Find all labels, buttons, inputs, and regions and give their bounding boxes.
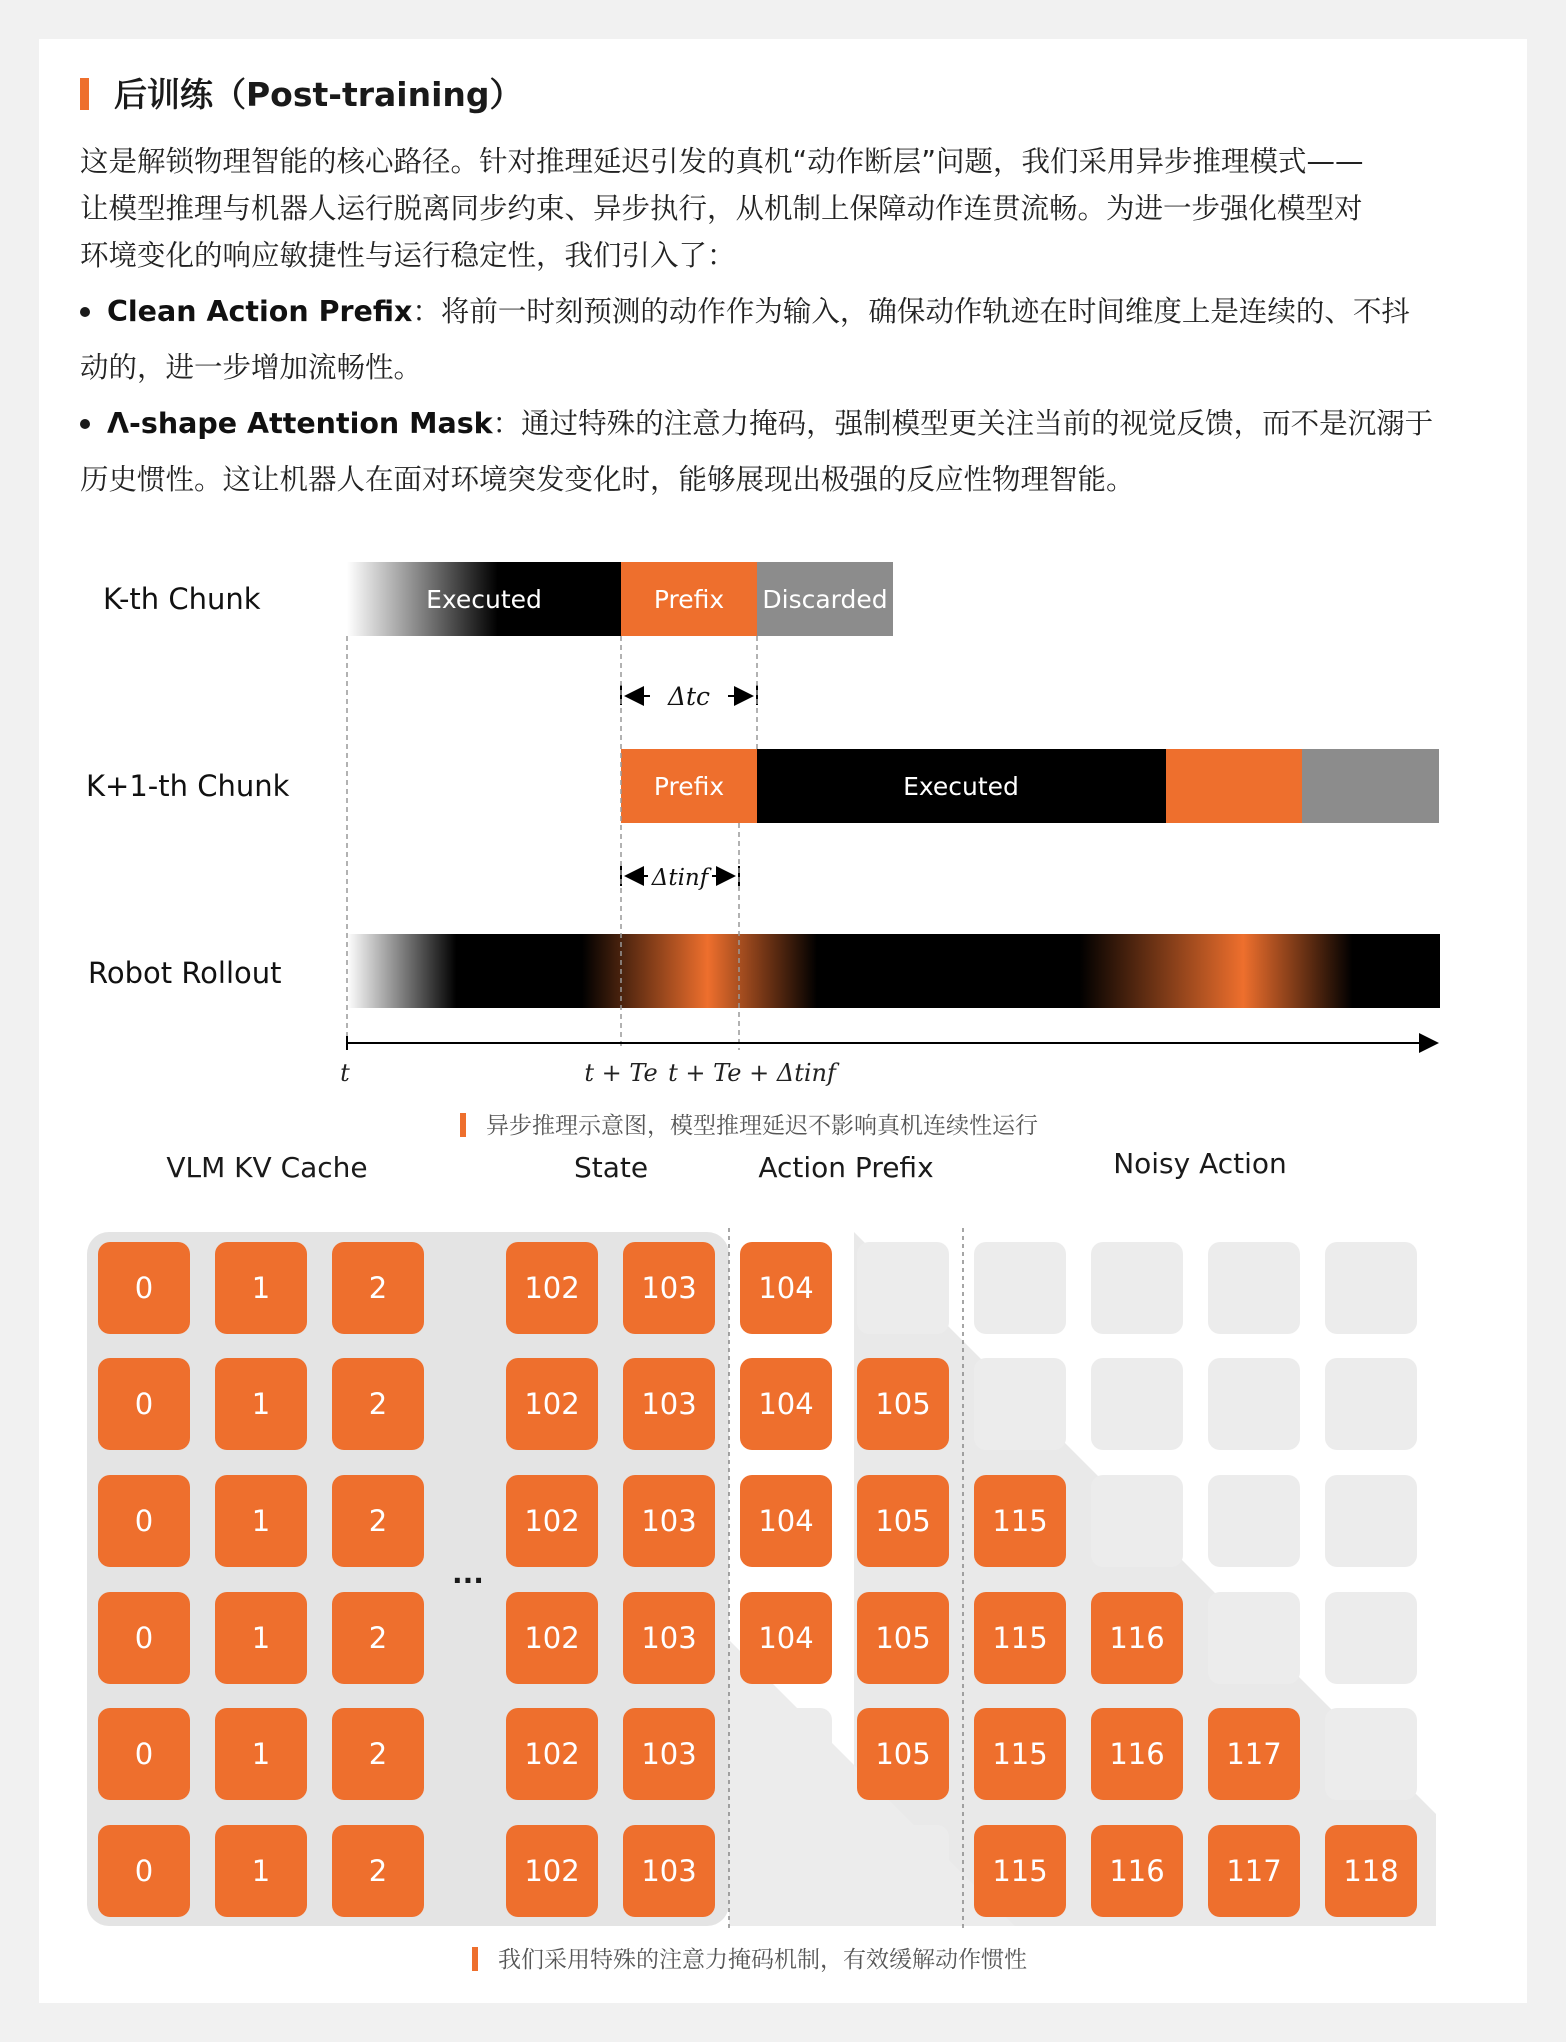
async-caption-text: 异步推理示意图，模型推理延迟不影响真机连续性运行: [486, 1113, 1038, 1139]
mask-cell: 105: [857, 1708, 949, 1800]
mask-cell: 105: [857, 1358, 949, 1450]
mask-cell: 1: [215, 1358, 307, 1450]
header-noisy-action: Noisy Action: [1113, 1147, 1287, 1180]
mask-cell: [1325, 1358, 1417, 1450]
mask-cell: 115: [974, 1708, 1066, 1800]
intro-line-2: 让模型推理与机器人运行脱离同步约束、异步执行，从机制上保障动作连贯流畅。为进一步强化模型对: [80, 192, 1363, 225]
mask-cell: [1208, 1242, 1300, 1334]
bullet-1-line-2: 动的，进一步增加流畅性。: [80, 351, 423, 384]
mask-cell: 102: [506, 1825, 598, 1917]
mask-cell: [1325, 1592, 1417, 1684]
mask-cell: [1325, 1708, 1417, 1800]
mask-diagram-caption: [472, 1944, 1027, 1976]
bullet-2-desc: ：通过特殊的注意力掩码，强制模型更关注当前的视觉反馈，而不是沉溺于: [492, 407, 1434, 440]
row-label-kth: K-th Chunk: [103, 582, 261, 616]
mask-cell: 117: [1208, 1825, 1300, 1917]
mask-cell: 118: [1325, 1825, 1417, 1917]
row-label-rollout: Robot Rollout: [88, 956, 282, 990]
mask-cell: 117: [1208, 1708, 1300, 1800]
mask-cell: 2: [332, 1708, 424, 1800]
context-group-background: [87, 1232, 729, 1926]
mask-cell: 104: [740, 1592, 832, 1684]
mask-cell: 2: [332, 1825, 424, 1917]
mask-cell: [1208, 1475, 1300, 1567]
mask-cell: 102: [506, 1242, 598, 1334]
columns-ellipsis: ...: [452, 1557, 484, 1590]
intro-line-1: 这是解锁物理智能的核心路径。针对推理延迟引发的真机“动作断层”问题，我们采用异步推理模式——: [80, 145, 1364, 178]
mask-cell: [974, 1358, 1066, 1450]
mask-cell: 1: [215, 1475, 307, 1567]
mask-cell: 2: [332, 1475, 424, 1567]
header-vlm-kv-cache: VLM KV Cache: [166, 1151, 368, 1184]
tick-label-t-te: t + Te: [584, 1059, 658, 1087]
header-action-prefix: Action Prefix: [758, 1151, 934, 1184]
mask-cell: 105: [857, 1475, 949, 1567]
mask-cell: 0: [98, 1825, 190, 1917]
tick-label-t: t: [340, 1059, 350, 1087]
mask-cell: 116: [1091, 1825, 1183, 1917]
mask-cell: 103: [623, 1358, 715, 1450]
bullet-1-desc: ：将前一时刻预测的动作作为输入，确保动作轨迹在时间维度上是连续的、不抖: [412, 295, 1410, 328]
mask-cell: [1091, 1475, 1183, 1567]
mask-cell: 102: [506, 1708, 598, 1800]
mask-cell: 0: [98, 1592, 190, 1684]
mask-cell: 0: [98, 1358, 190, 1450]
k1th-executed-label: Executed: [903, 772, 1019, 801]
mask-cell: 104: [740, 1358, 832, 1450]
mask-cell: 1: [215, 1825, 307, 1917]
mask-cell: 103: [623, 1475, 715, 1567]
bullet-1-term: Clean Action Prefix: [107, 295, 413, 328]
mask-cell: 116: [1091, 1708, 1183, 1800]
mask-cell: 115: [974, 1475, 1066, 1567]
k1th-prefix-label: Prefix: [653, 772, 725, 801]
caption-accent-bar-2: [472, 1947, 478, 1971]
mask-cell: 1: [215, 1708, 307, 1800]
header-state: State: [573, 1151, 649, 1184]
bullet-2-line-2: 历史惯性。这让机器人在面对环境突发变化时，能够展现出极强的反应性物理智能。: [80, 463, 1135, 496]
mask-cell: 2: [332, 1242, 424, 1334]
mask-cell: 103: [623, 1242, 715, 1334]
bullet-2-term: Λ-shape Attention Mask: [107, 407, 493, 440]
mask-cell: [740, 1708, 832, 1800]
tinf-label: Δtinf: [651, 865, 709, 891]
lambda-region-lower: [854, 1232, 1436, 1926]
tc-label: Δtc: [667, 682, 711, 711]
intro-line-3: 环境变化的响应敏捷性与运行稳定性，我们引入了：: [80, 239, 736, 272]
mask-cell: 2: [332, 1592, 424, 1684]
mask-caption-text: 我们采用特殊的注意力掩码机制，有效缓解动作惯性: [498, 1947, 1027, 1973]
mask-cell: 102: [506, 1475, 598, 1567]
kth-executed-label: Executed: [426, 585, 542, 614]
mask-cell: [740, 1825, 832, 1917]
mask-cell: [857, 1825, 949, 1917]
mask-cell: 116: [1091, 1592, 1183, 1684]
mask-cell: 103: [623, 1825, 715, 1917]
row-label-k1th: K+1-th Chunk: [86, 769, 290, 803]
mask-cell: 104: [740, 1242, 832, 1334]
mask-cell: 102: [506, 1592, 598, 1684]
mask-cell: 0: [98, 1708, 190, 1800]
mask-cell: 103: [623, 1592, 715, 1684]
mask-cell: 2: [332, 1358, 424, 1450]
mask-cell: [1325, 1242, 1417, 1334]
mask-cell: 102: [506, 1358, 598, 1450]
mask-cell: 115: [974, 1825, 1066, 1917]
tick-label-t-te-tinf: t + Te + Δtinf: [668, 1059, 836, 1087]
section-title: 后训练（Post-training）: [114, 75, 523, 114]
mask-cell: [1325, 1475, 1417, 1567]
mask-cell: 0: [98, 1475, 190, 1567]
mask-cell: 1: [215, 1242, 307, 1334]
mask-cell: 105: [857, 1592, 949, 1684]
mask-cell: [1091, 1242, 1183, 1334]
mask-cell: [857, 1242, 949, 1334]
mask-cell: [1208, 1358, 1300, 1450]
mask-cell: [974, 1242, 1066, 1334]
kth-prefix-label: Prefix: [653, 585, 725, 614]
mask-cell: 115: [974, 1592, 1066, 1684]
mask-cell: 103: [623, 1708, 715, 1800]
mask-cell: 104: [740, 1475, 832, 1567]
mask-cell: 1: [215, 1592, 307, 1684]
mask-cell: [1208, 1592, 1300, 1684]
mask-cell: [1091, 1358, 1183, 1450]
kth-discarded-label: Discarded: [762, 585, 888, 614]
mask-cell: 0: [98, 1242, 190, 1334]
